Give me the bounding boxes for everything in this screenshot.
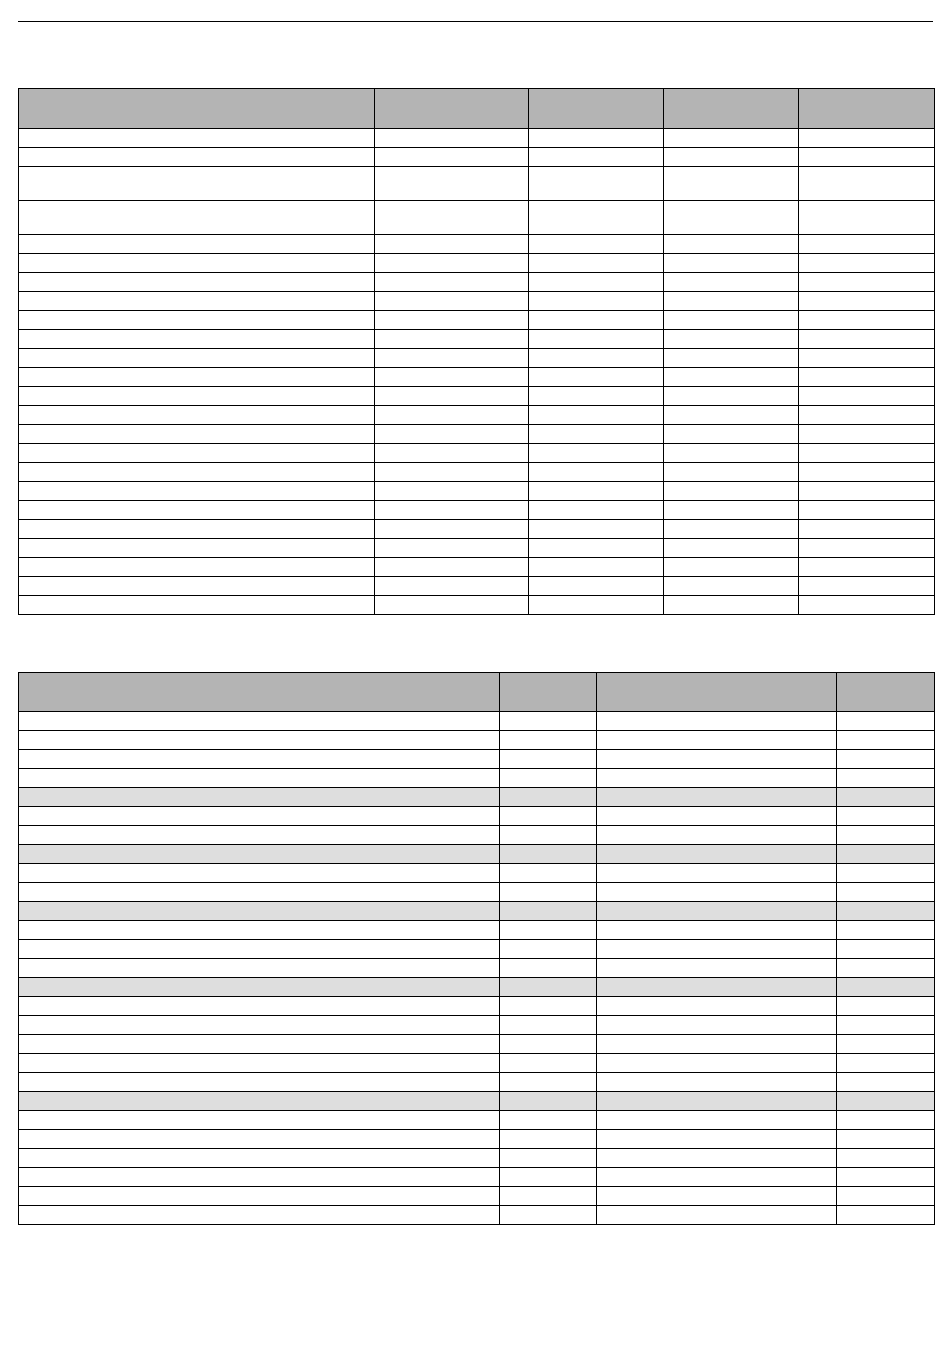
- table-cell: [664, 387, 799, 406]
- table-cell: [19, 387, 375, 406]
- table-cell: [529, 201, 664, 235]
- table-cell: [664, 201, 799, 235]
- table-cell: [597, 959, 837, 978]
- table-cell: [19, 940, 500, 959]
- table-cell: [529, 520, 664, 539]
- table-cell: [664, 577, 799, 596]
- table-cell: [19, 921, 500, 940]
- section-row: [19, 978, 935, 997]
- table-row: [19, 387, 935, 406]
- table-cell: [799, 201, 935, 235]
- table-cell: [500, 750, 597, 769]
- table-row: [19, 254, 935, 273]
- table-cell: [837, 750, 935, 769]
- table-cell: [597, 1168, 837, 1187]
- table-cell: [19, 235, 375, 254]
- table-row: [19, 959, 935, 978]
- table-cell: [19, 1206, 500, 1225]
- table-row: [19, 769, 935, 788]
- column-header: [664, 89, 799, 129]
- table-cell: [19, 1035, 500, 1054]
- table-cell: [529, 330, 664, 349]
- table-cell: [375, 463, 529, 482]
- table-cell: [837, 864, 935, 883]
- table-cell: [664, 501, 799, 520]
- table-cell: [500, 883, 597, 902]
- table-cell: [799, 577, 935, 596]
- column-header: [529, 89, 664, 129]
- table-row: [19, 235, 935, 254]
- table-cell: [375, 349, 529, 368]
- table-cell: [19, 902, 500, 921]
- table-cell: [837, 1149, 935, 1168]
- table-row: [19, 558, 935, 577]
- table-row: [19, 292, 935, 311]
- table-cell: [799, 425, 935, 444]
- table-cell: [597, 845, 837, 864]
- table-cell: [597, 712, 837, 731]
- table-cell: [19, 330, 375, 349]
- table-cell: [500, 1111, 597, 1130]
- table-cell: [19, 769, 500, 788]
- table-cell: [664, 311, 799, 330]
- table-cell: [500, 940, 597, 959]
- table-cell: [837, 997, 935, 1016]
- table-cell: [664, 273, 799, 292]
- table-cell: [664, 148, 799, 167]
- table-cell: [597, 1073, 837, 1092]
- table-cell: [500, 1206, 597, 1225]
- table-row: [19, 997, 935, 1016]
- table-cell: [664, 330, 799, 349]
- table-cell: [664, 349, 799, 368]
- table-row: [19, 129, 935, 148]
- table-cell: [597, 1149, 837, 1168]
- table-cell: [597, 731, 837, 750]
- table-cell: [375, 129, 529, 148]
- table-cell: [375, 539, 529, 558]
- table-cell: [799, 406, 935, 425]
- table-cell: [375, 558, 529, 577]
- table-cell: [799, 482, 935, 501]
- table-cell: [664, 425, 799, 444]
- table-header-row: [19, 673, 935, 712]
- table-cell: [529, 235, 664, 254]
- table-cell: [500, 1092, 597, 1111]
- table-cell: [799, 292, 935, 311]
- table-cell: [664, 235, 799, 254]
- table-cell: [19, 1016, 500, 1035]
- table-row: [19, 1168, 935, 1187]
- table-cell: [664, 520, 799, 539]
- table-cell: [799, 148, 935, 167]
- table-cell: [597, 902, 837, 921]
- table-cell: [375, 330, 529, 349]
- table-cell: [375, 201, 529, 235]
- table-cell: [799, 349, 935, 368]
- table-cell: [597, 1016, 837, 1035]
- column-header: [837, 673, 935, 712]
- table-cell: [19, 1187, 500, 1206]
- table-cell: [529, 254, 664, 273]
- table-cell: [375, 425, 529, 444]
- table-cell: [799, 463, 935, 482]
- table-cell: [375, 406, 529, 425]
- table-cell: [837, 807, 935, 826]
- table-cell: [19, 349, 375, 368]
- table-row: [19, 1149, 935, 1168]
- table-cell: [837, 788, 935, 807]
- table-cell: [529, 368, 664, 387]
- table-1: [18, 88, 935, 615]
- table-cell: [597, 1206, 837, 1225]
- table-cell: [837, 1016, 935, 1035]
- top-rule: [18, 21, 933, 22]
- table-cell: [19, 864, 500, 883]
- table-row: [19, 444, 935, 463]
- column-header: [19, 89, 375, 129]
- table-cell: [664, 539, 799, 558]
- table-cell: [597, 1187, 837, 1206]
- table-cell: [837, 1035, 935, 1054]
- table-cell: [799, 330, 935, 349]
- table-cell: [799, 167, 935, 201]
- table-cell: [529, 596, 664, 615]
- table-cell: [837, 712, 935, 731]
- table-row: [19, 406, 935, 425]
- table-row: [19, 596, 935, 615]
- table-cell: [664, 558, 799, 577]
- table-cell: [375, 444, 529, 463]
- table-row: [19, 712, 935, 731]
- column-header: [597, 673, 837, 712]
- table-cell: [529, 273, 664, 292]
- table-cell: [799, 520, 935, 539]
- table-cell: [597, 978, 837, 997]
- table-row: [19, 731, 935, 750]
- table-cell: [597, 788, 837, 807]
- table-cell: [837, 769, 935, 788]
- table-cell: [375, 311, 529, 330]
- table-cell: [529, 387, 664, 406]
- table-cell: [19, 520, 375, 539]
- table-cell: [529, 463, 664, 482]
- table-cell: [375, 273, 529, 292]
- table-header-row: [19, 89, 935, 129]
- table-cell: [529, 129, 664, 148]
- table-cell: [19, 273, 375, 292]
- table-cell: [19, 501, 375, 520]
- table-cell: [664, 463, 799, 482]
- table-cell: [529, 406, 664, 425]
- table-row: [19, 311, 935, 330]
- table-cell: [19, 1168, 500, 1187]
- table-row: [19, 520, 935, 539]
- table-cell: [837, 845, 935, 864]
- table-cell: [664, 292, 799, 311]
- table-row: [19, 826, 935, 845]
- table-cell: [375, 167, 529, 201]
- table-cell: [19, 463, 375, 482]
- table-row: [19, 1073, 935, 1092]
- table-cell: [799, 558, 935, 577]
- table-cell: [500, 788, 597, 807]
- table-cell: [529, 349, 664, 368]
- table-row: [19, 1206, 935, 1225]
- table-row: [19, 501, 935, 520]
- table-cell: [597, 1111, 837, 1130]
- table-cell: [500, 1073, 597, 1092]
- table-cell: [500, 731, 597, 750]
- table-cell: [19, 596, 375, 615]
- table-cell: [664, 596, 799, 615]
- table-cell: [837, 731, 935, 750]
- column-header: [375, 89, 529, 129]
- table-cell: [529, 577, 664, 596]
- table-row: [19, 1130, 935, 1149]
- section-row: [19, 788, 935, 807]
- table-row: [19, 1187, 935, 1206]
- table-cell: [799, 368, 935, 387]
- table-cell: [500, 712, 597, 731]
- table-cell: [19, 167, 375, 201]
- table-cell: [375, 368, 529, 387]
- table-cell: [19, 788, 500, 807]
- table-row: [19, 167, 935, 201]
- table-cell: [375, 254, 529, 273]
- table-cell: [597, 769, 837, 788]
- table-cell: [529, 292, 664, 311]
- table-cell: [19, 1054, 500, 1073]
- table-cell: [19, 978, 500, 997]
- table-cell: [664, 444, 799, 463]
- table-cell: [597, 1035, 837, 1054]
- table-cell: [19, 845, 500, 864]
- table-cell: [664, 254, 799, 273]
- table-cell: [529, 444, 664, 463]
- table-cell: [664, 368, 799, 387]
- table-cell: [529, 148, 664, 167]
- table-row: [19, 807, 935, 826]
- table-cell: [19, 1073, 500, 1092]
- table-row: [19, 864, 935, 883]
- table-cell: [837, 921, 935, 940]
- table-cell: [597, 940, 837, 959]
- table-cell: [500, 826, 597, 845]
- table-cell: [19, 558, 375, 577]
- table-row: [19, 577, 935, 596]
- table-row: [19, 940, 935, 959]
- table-cell: [19, 731, 500, 750]
- table-cell: [529, 558, 664, 577]
- table-row: [19, 349, 935, 368]
- section-row: [19, 1092, 935, 1111]
- table-cell: [529, 311, 664, 330]
- table-cell: [837, 883, 935, 902]
- table-cell: [375, 235, 529, 254]
- table-cell: [500, 807, 597, 826]
- table-cell: [500, 864, 597, 883]
- table-cell: [837, 1130, 935, 1149]
- table-cell: [597, 1130, 837, 1149]
- table-cell: [19, 444, 375, 463]
- table-cell: [529, 425, 664, 444]
- table-cell: [19, 1111, 500, 1130]
- table-cell: [837, 902, 935, 921]
- table-cell: [19, 1130, 500, 1149]
- table-cell: [500, 902, 597, 921]
- table-cell: [500, 1168, 597, 1187]
- table-cell: [500, 769, 597, 788]
- table-cell: [375, 596, 529, 615]
- column-header: [799, 89, 935, 129]
- table-cell: [19, 292, 375, 311]
- table-cell: [19, 406, 375, 425]
- table-cell: [837, 1111, 935, 1130]
- table-cell: [19, 750, 500, 769]
- table-cell: [837, 1073, 935, 1092]
- table-cell: [500, 959, 597, 978]
- table-cell: [19, 482, 375, 501]
- table-cell: [19, 129, 375, 148]
- table-row: [19, 148, 935, 167]
- table-cell: [799, 387, 935, 406]
- table-cell: [799, 129, 935, 148]
- table-cell: [799, 254, 935, 273]
- table-cell: [500, 1054, 597, 1073]
- table-cell: [799, 273, 935, 292]
- table-cell: [799, 235, 935, 254]
- table-cell: [19, 712, 500, 731]
- table-cell: [500, 845, 597, 864]
- table-2: [18, 672, 935, 1225]
- table-cell: [799, 444, 935, 463]
- table-row: [19, 921, 935, 940]
- table-cell: [799, 501, 935, 520]
- table-cell: [664, 129, 799, 148]
- table-cell: [837, 978, 935, 997]
- table-row: [19, 883, 935, 902]
- table-cell: [19, 826, 500, 845]
- table-cell: [799, 539, 935, 558]
- table-cell: [375, 482, 529, 501]
- table-cell: [375, 520, 529, 539]
- table-row: [19, 273, 935, 292]
- table-cell: [597, 921, 837, 940]
- table-row: [19, 330, 935, 349]
- table-cell: [799, 311, 935, 330]
- table-cell: [19, 883, 500, 902]
- table-row: [19, 482, 935, 501]
- table-cell: [837, 1168, 935, 1187]
- table-cell: [19, 201, 375, 235]
- table-cell: [837, 1092, 935, 1111]
- table-cell: [597, 883, 837, 902]
- table-cell: [837, 1206, 935, 1225]
- table-cell: [19, 1092, 500, 1111]
- table-cell: [597, 864, 837, 883]
- table-cell: [597, 1092, 837, 1111]
- section-row: [19, 845, 935, 864]
- table-row: [19, 1035, 935, 1054]
- table-cell: [664, 406, 799, 425]
- table-row: [19, 463, 935, 482]
- table-cell: [375, 501, 529, 520]
- table-cell: [19, 148, 375, 167]
- table-cell: [597, 1054, 837, 1073]
- section-row: [19, 902, 935, 921]
- table-row: [19, 539, 935, 558]
- table-cell: [19, 254, 375, 273]
- table-row: [19, 1054, 935, 1073]
- table-cell: [375, 148, 529, 167]
- table-cell: [529, 539, 664, 558]
- table-cell: [837, 1054, 935, 1073]
- table-cell: [375, 577, 529, 596]
- table-row: [19, 750, 935, 769]
- table-cell: [500, 1016, 597, 1035]
- table-row: [19, 425, 935, 444]
- table-cell: [19, 807, 500, 826]
- table-cell: [19, 311, 375, 330]
- table-cell: [597, 997, 837, 1016]
- table-cell: [529, 482, 664, 501]
- table-cell: [529, 167, 664, 201]
- table-cell: [500, 1187, 597, 1206]
- table-cell: [500, 978, 597, 997]
- table-cell: [837, 1187, 935, 1206]
- table-row: [19, 1111, 935, 1130]
- table-cell: [500, 1035, 597, 1054]
- table-cell: [375, 292, 529, 311]
- table-cell: [500, 1130, 597, 1149]
- table-cell: [19, 539, 375, 558]
- column-header: [19, 673, 500, 712]
- table-row: [19, 201, 935, 235]
- table-row: [19, 368, 935, 387]
- table-cell: [19, 368, 375, 387]
- table-cell: [19, 997, 500, 1016]
- table-cell: [19, 577, 375, 596]
- table-cell: [19, 425, 375, 444]
- table-cell: [799, 596, 935, 615]
- column-header: [500, 673, 597, 712]
- table-cell: [529, 501, 664, 520]
- table-cell: [837, 959, 935, 978]
- table-cell: [597, 826, 837, 845]
- table-cell: [500, 921, 597, 940]
- table-cell: [597, 807, 837, 826]
- table-cell: [664, 482, 799, 501]
- table-cell: [837, 940, 935, 959]
- table-cell: [500, 997, 597, 1016]
- table-cell: [664, 167, 799, 201]
- table-cell: [597, 750, 837, 769]
- table-cell: [500, 1149, 597, 1168]
- table-cell: [375, 387, 529, 406]
- table-cell: [19, 959, 500, 978]
- table-cell: [837, 826, 935, 845]
- table-row: [19, 1016, 935, 1035]
- table-cell: [19, 1149, 500, 1168]
